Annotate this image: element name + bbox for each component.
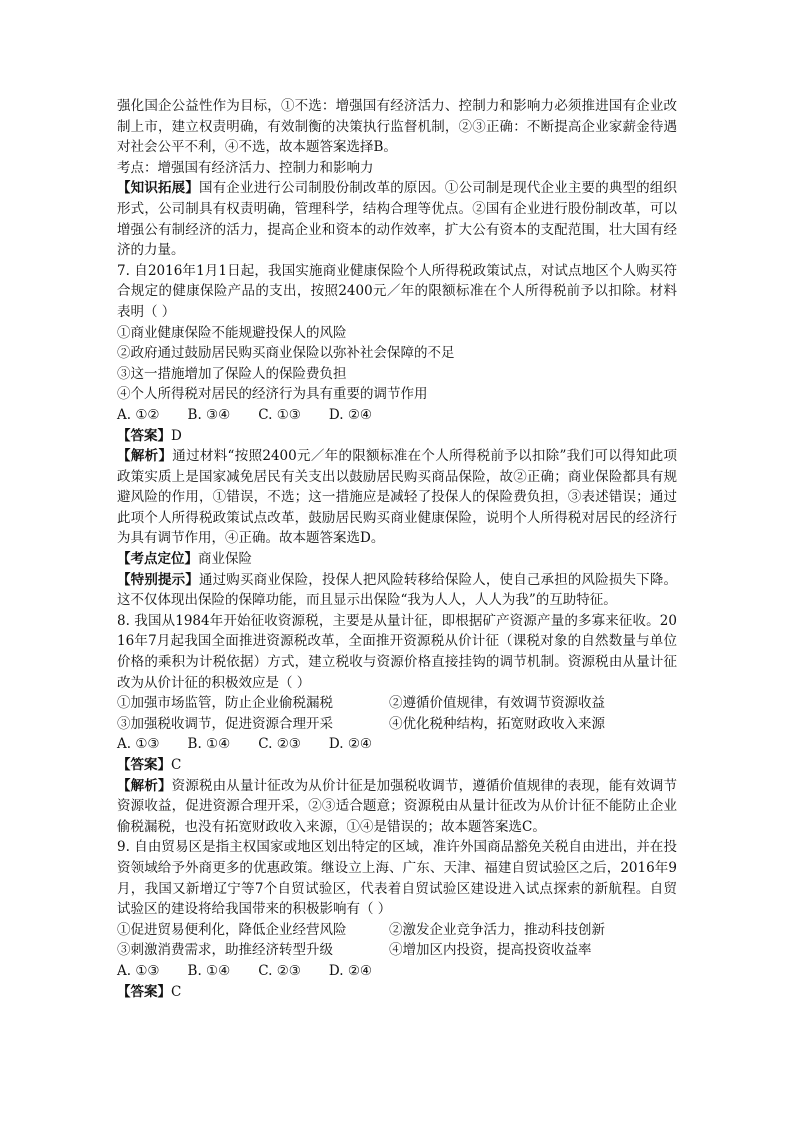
analysis-text: 通过材料“按照2400元／年的限额标准在个人所得税前予以扣除”我们可以得知此项政策实质上是国家减免居民有关支出以鼓励居民购买商品保险，故②正确；商业保险都具有规避风险的作用，①错误，不选；这一措施应是减轻了投保人的保险费负担，③表述错误；通过此项个人所得税政策试点改革，鼓励居民购买商业健康保险，说明个人所得税对居民的经济行为具有调节作用，④正确。故本题答案选D。 [117,448,677,547]
question-9-answer [117,982,677,1003]
choice-b: B. ①④ [187,736,231,753]
special-tip-text: 通过购买商业保险，投保人把风险转移给保险人，使自己承担的风险损失下降。这不仅体现出保险的保障功能，而且显示出保险“我为人人，人人为我”的互助特征。 [117,571,678,609]
analysis-tag: 【解析】 [117,777,172,794]
answer-value: C [171,757,182,773]
choice-c: C. ②③ [258,962,301,979]
question-7-option-2: ②政府通过鼓励居民购买商业保险以弥补社会保障的不足 [117,345,455,362]
question-9-option-3: ③刺激消费需求，助推经济转型升级 [117,942,333,959]
question-8-options-row-1 [117,693,677,714]
paragraph-q6-analysis-end: 强化国企公益性作为目标，①不选：增强国有经济活力、控制力和影响力必须推进国有企业改制上市，建立权责明确，有效制衡的决策执行监督机制，②③正确：不断提高企业家薪金待遇对社会公平不利，④不选，故本题答案选择B。 [117,98,677,156]
answer-tag: 【答案】 [117,983,171,1000]
question-8-option-1: ①加强市场监管，防止企业偷税漏税 [117,695,333,712]
question-8-option-3: ③加强税收调节，促进资源合理开采 [117,715,333,732]
choice-a: A. ①③ [117,962,160,979]
analysis-tag: 【解析】 [117,448,173,465]
question-9-stem: 9. 自由贸易区是指主权国家或地区划出特定的区域，准许外国商品豁免关税自由进出，并在投资领域给予外商更多的优惠政策。继设立上海、广东、天津、福建自贸试验区之后，2016年9月，我国又新增辽宁等7个自贸试验区，代表着自贸试验区建设进入试点探索的新航程。自贸试验区的建设将给我国带来的积极影响有（ ） [117,839,677,918]
choice-b: B. ③④ [187,406,231,423]
question-9-choices [117,961,677,982]
question-8-option-2: ②遵循价值规律，有效调节资源收益 [389,695,605,712]
answer-value: D [171,427,182,444]
question-7-stem: 7. 自2016年1月1日起，我国实施商业健康保险个人所得税政策试点，对试点地区个人购买符合规定的健康保险产品的支出，按照2400元／年的限额标准在个人所得税前予以扣除。材料表明（ ） [117,262,677,320]
question-8-choices [117,734,677,755]
knowledge-extension-text: 国有企业进行公司制股份制改革的原因。①公司制是现代企业主要的典型的组织形式，公司制具有权责明确，管理科学，结构合理等优点。②国有企业进行股份制改革，可以增强公有制经济的活力，提高企业和资本的动作效率，扩大公有资本的支配范围，壮大国有经济的力量。 [117,180,678,259]
question-8-options-row-2 [117,714,677,735]
question-7-choices [117,405,677,426]
question-7-key-point [117,549,677,570]
choice-b: B. ①④ [187,962,231,979]
document-page [117,96,677,1002]
question-9-option-4: ④增加区内投资，提高投资收益率 [389,942,592,959]
key-point-text: 商业保险 [198,551,252,568]
choice-c: C. ②③ [258,736,301,753]
question-9-option-2: ②激发企业竞争活力，推动科技创新 [389,921,605,938]
analysis-text: 资源税由从量计征改为从价计征是加强税收调节，遵循价值规律的表现，能有效调节资源收益，促进资源合理开采，②③适合题意；资源税由从量计征改为从价计征不能防止企业偷税漏税，也没有拓宽财政收入来源，①④是错误的；故本题答案选C。 [117,777,678,835]
key-point-tag: 【考点定位】 [117,551,198,568]
answer-tag: 【答案】 [117,757,171,773]
choice-d: D. ②④ [328,406,373,423]
question-7-answer [117,426,677,447]
question-7-analysis [117,446,677,549]
choice-a: A. ①② [117,406,160,423]
choice-d: D. ②④ [328,962,373,979]
question-7-option-1: ①商业健康保险不能规避投保人的风险 [117,324,347,341]
question-8-stem: 8. 我国从1984年开始征收资源税，主要是从量计征，即根据矿产资源产量的多寡来征收。2016年7月起我国全面推进资源税改革，全面推开资源税从价计征（课税对象的自然数量与单位价格的乘积为计税依据）方式，建立税收与资源价格直接挂钩的调节机制。资源税由从量计征改为从价计征的积极效应是（ ） [117,612,677,691]
paragraph-q6-kaodian: 考点：增强国有经济活力、控制力和影响力 [117,159,374,176]
question-8-analysis [117,776,677,838]
choice-a: A. ①③ [117,736,160,753]
choice-d: D. ②④ [328,736,373,753]
question-9-options-row-1 [117,920,677,941]
question-9-options-row-2 [117,940,677,961]
question-7-special-tip [117,570,677,611]
question-7-option-4: ④个人所得税对居民的经济行为具有重要的调节作用 [117,386,428,403]
answer-tag: 【答案】 [117,427,171,444]
paragraph-knowledge-extension [117,178,677,260]
question-7-option-3: ③这一措施增加了保险人的保险费负担 [117,365,347,382]
question-9-option-1: ①促进贸易便利化，降低企业经营风险 [117,921,347,938]
special-tip-tag: 【特别提示】 [117,571,199,588]
question-8-answer [117,755,677,776]
question-8-option-4: ④优化税种结构，拓宽财政收入来源 [389,715,605,732]
answer-value: C [171,983,182,1000]
knowledge-extension-tag: 【知识拓展】 [117,180,199,197]
choice-c: C. ①③ [258,406,301,423]
